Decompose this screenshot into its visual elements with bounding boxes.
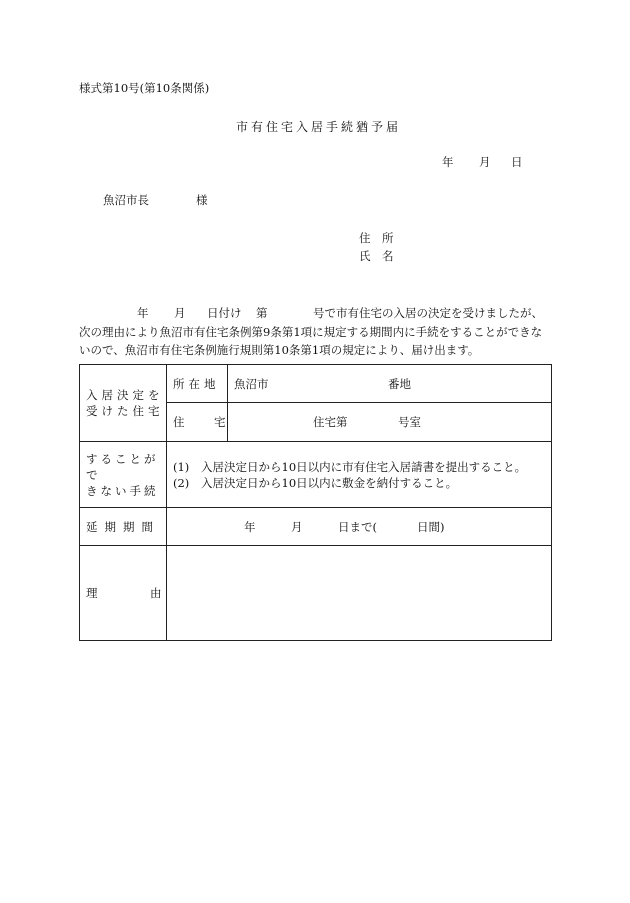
body-day: 日付け [207, 306, 242, 320]
house-number-suffix: 号室 [398, 415, 421, 429]
housing-label-line1: 入居決定を [86, 388, 164, 402]
location-city: 魚沼市 [234, 376, 269, 391]
form-table [79, 364, 552, 641]
item1-text: 入居決定日から10日以内に市有住宅入居請書を提出すること。 [201, 459, 527, 474]
date-month: 月 [479, 155, 491, 169]
housing-label-line2: 受けた住宅 [86, 404, 164, 418]
procedure-row [80, 442, 552, 508]
extension-row [80, 508, 552, 546]
extension-month: 月 [291, 519, 303, 534]
extension-year: 年 [244, 519, 256, 534]
item2-number: (2) [173, 475, 190, 490]
reason-row [80, 546, 552, 641]
location-label: 所在地 [167, 365, 228, 403]
extension-until: 日まで( [338, 519, 377, 534]
reason-label-2: 由 [150, 586, 162, 600]
addressee-honorific: 様 [196, 193, 208, 207]
house-label-cell [167, 403, 228, 442]
location-suffix: 番地 [388, 376, 411, 391]
item1-number: (1) [173, 459, 190, 474]
reason-value-cell[interactable] [167, 546, 552, 641]
document-title: 市有住宅入居手続猶予届 [236, 120, 402, 134]
house-label-1: 住 [173, 415, 185, 429]
housing-label-cell [80, 365, 167, 442]
item2-text: 入居決定日から10日以内に敷金を納付すること。 [201, 475, 458, 490]
house-label-2: 宅 [214, 415, 226, 429]
extension-label: 延期期間 [80, 508, 167, 546]
body-year: 年 [137, 306, 149, 320]
body-line1-text: 号で市有住宅の入居の決定を受けましたが、 [313, 306, 543, 320]
body-line2: 次の理由により魚沼市有住宅条例第9条第1項に規定する期間内に手続をすることができな [79, 325, 543, 339]
body-line3: いので、魚沼市有住宅条例施行規則第10条第1項の規定により、届け出ます。 [79, 343, 480, 357]
extension-value-cell[interactable] [167, 508, 552, 546]
address-label: 住 所 [359, 231, 394, 245]
cannot-label-line1: することがで [86, 451, 159, 482]
cannot-label-cell [80, 442, 167, 508]
addressee-name: 魚沼市長 [103, 193, 149, 207]
date-day: 日 [511, 155, 523, 169]
body-month: 月 [174, 306, 186, 320]
house-value-cell[interactable] [228, 403, 552, 442]
reason-label-1: 理 [86, 586, 98, 600]
cannot-label-line2: きない手続 [86, 483, 159, 498]
form-number: 様式第10号(第10条関係) [79, 81, 210, 95]
date-year: 年 [442, 155, 454, 169]
location-row [80, 365, 552, 403]
body-no-prefix: 第 [256, 306, 268, 320]
reason-label-cell [80, 546, 167, 641]
name-label: 氏 名 [359, 249, 394, 263]
extension-days: 日間) [417, 519, 445, 534]
procedure-list-cell [167, 442, 552, 508]
location-value-cell[interactable] [228, 365, 552, 403]
house-number-prefix: 住宅第 [313, 415, 348, 429]
